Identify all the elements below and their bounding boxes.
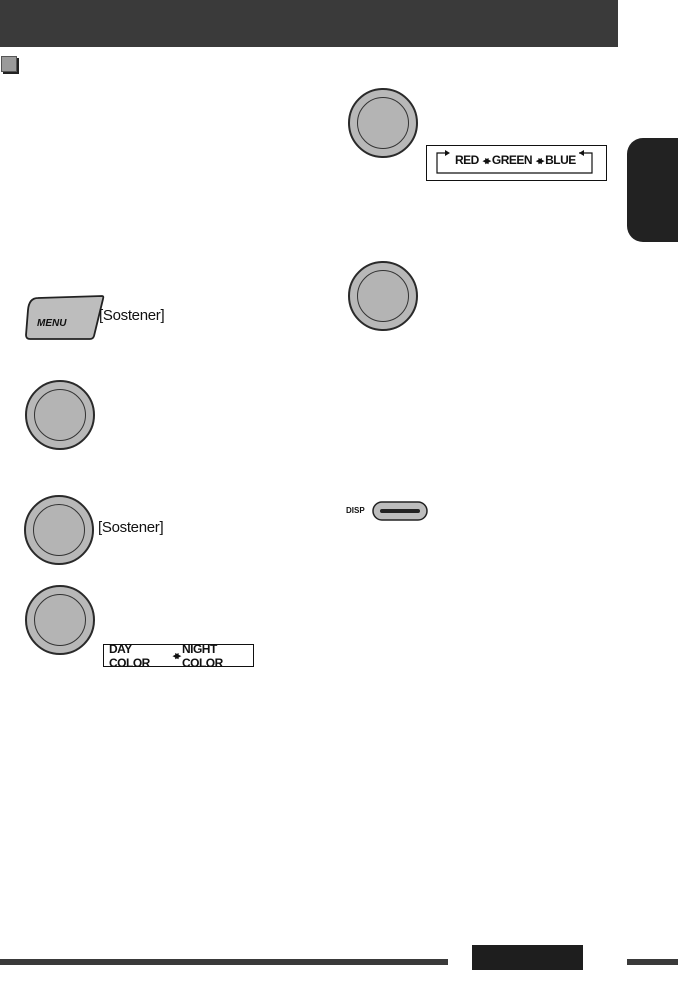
day-night-sequence-box <box>103 641 254 670</box>
bidirectional-arrow-icon: ◂▸ <box>536 154 542 167</box>
disp-button-group[interactable] <box>346 500 430 524</box>
day-color-label: DAY COLOR <box>109 641 150 670</box>
control-knob-day-night[interactable] <box>25 585 95 655</box>
language-side-tab <box>627 138 678 242</box>
menu-button[interactable] <box>24 292 106 342</box>
control-knob-adjust[interactable] <box>348 261 418 331</box>
menu-button-icon <box>24 292 106 342</box>
control-knob[interactable] <box>25 380 95 450</box>
disp-button-icon <box>372 500 428 522</box>
menu-hold-label: [Sostener] <box>99 307 165 324</box>
knob-center <box>34 594 86 646</box>
page-header-bar <box>0 0 618 47</box>
night-color-label: NIGHT COLOR <box>181 641 223 670</box>
menu-button-label: MENU <box>37 318 67 329</box>
footer-rule-right <box>627 959 678 965</box>
bidirectional-arrow-icon: ◂▸ <box>172 650 178 662</box>
section-marker-icon <box>1 56 17 72</box>
bidirectional-arrow-icon: ◂▸ <box>482 154 488 167</box>
footer-rule-left <box>0 959 448 965</box>
control-knob-color[interactable] <box>348 88 418 158</box>
red-label: RED <box>455 153 479 167</box>
color-sequence-box <box>426 145 607 181</box>
control-knob-hold[interactable] <box>24 495 94 565</box>
knob-center <box>357 97 409 149</box>
page-number-tab <box>472 945 583 970</box>
blue-label: BLUE <box>545 153 576 167</box>
knob-hold-label: [Sostener] <box>98 519 164 536</box>
green-label: GREEN <box>491 153 533 167</box>
knob-center <box>34 389 86 441</box>
knob-center <box>33 504 85 556</box>
disp-label: DISP <box>346 506 365 515</box>
knob-center <box>357 270 409 322</box>
